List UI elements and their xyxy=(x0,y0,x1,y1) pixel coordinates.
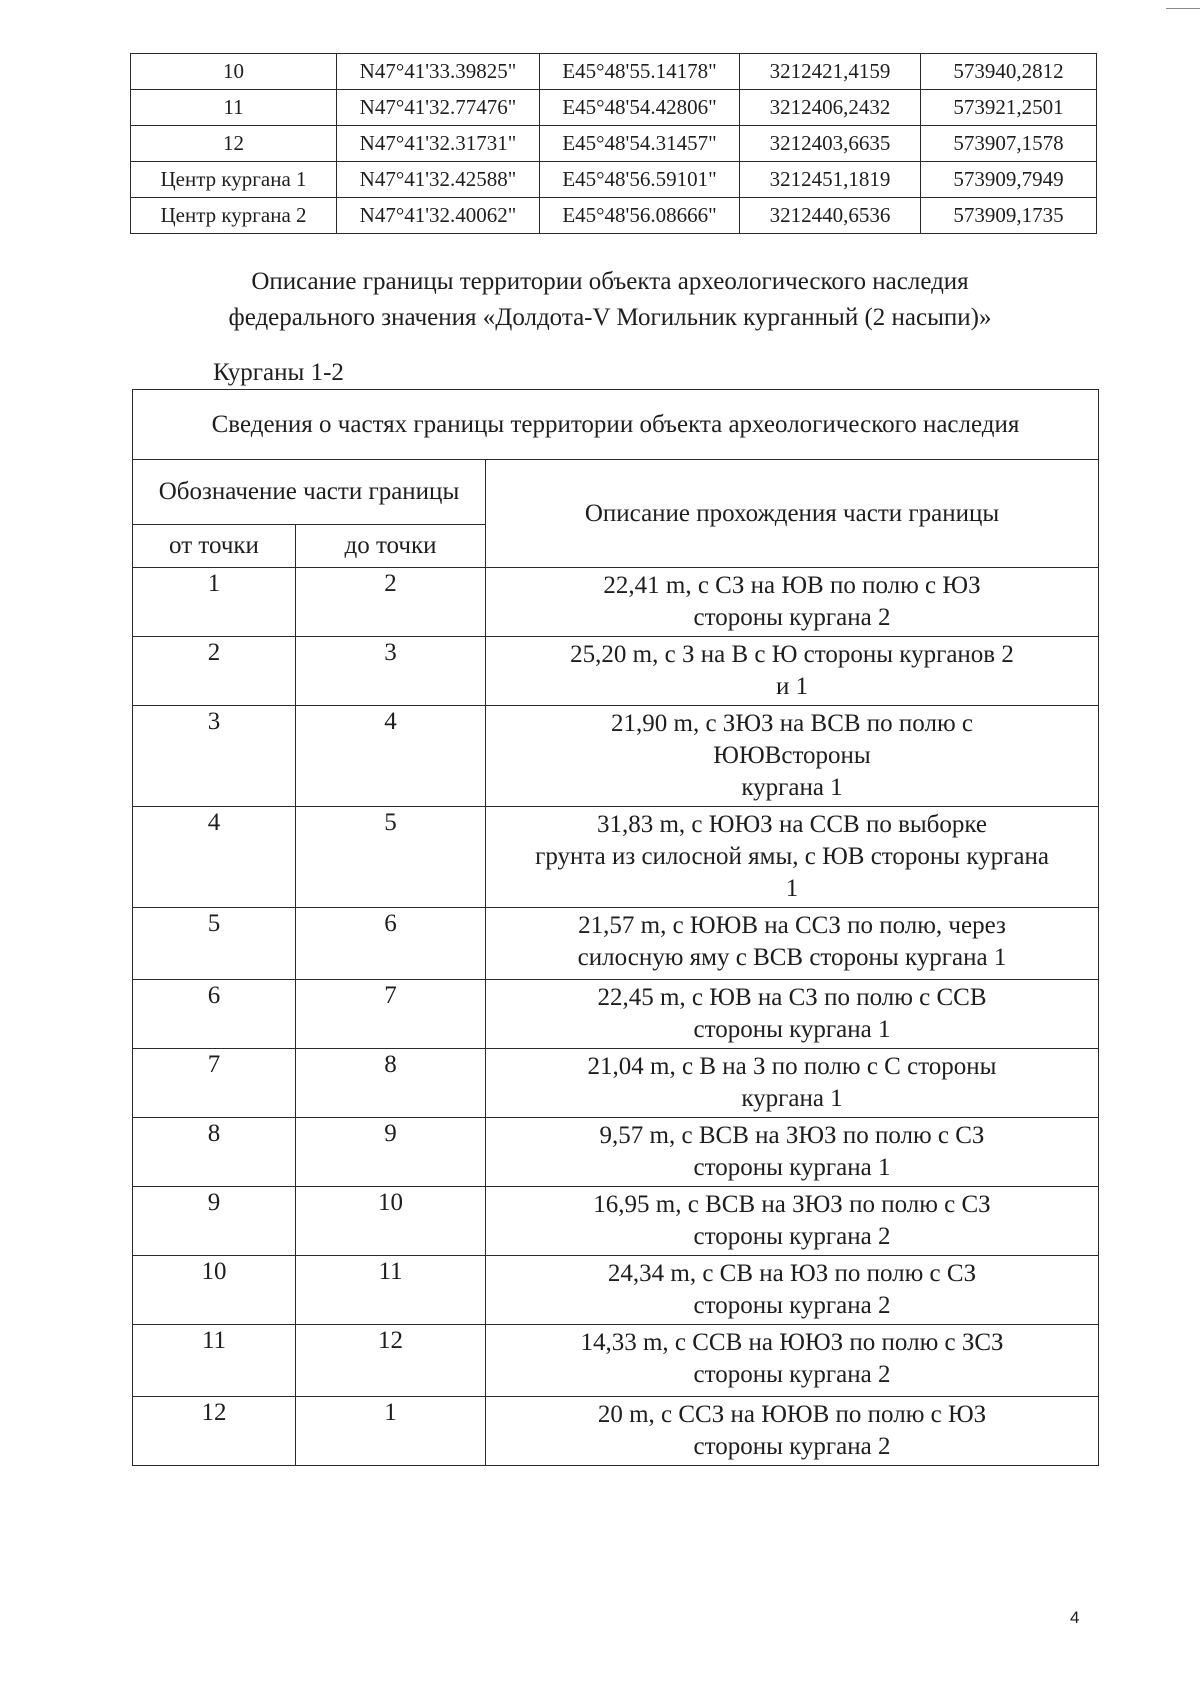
boundary-description-cell xyxy=(486,908,1099,980)
boundary-table-header-to: до точки xyxy=(296,525,486,568)
boundary-to-point: 8 xyxy=(296,1049,486,1118)
boundary-table-row xyxy=(133,1325,1099,1397)
boundary-from-point: 12 xyxy=(133,1397,296,1466)
boundary-description-line: 21,57 m, с ЮЮВ на ССЗ по полю, через xyxy=(578,912,1006,939)
boundary-description-line: стороны кургана 2 xyxy=(693,1361,891,1388)
coord-x-cell: 3212421,4159 xyxy=(740,54,921,90)
boundary-to-point: 4 xyxy=(296,706,486,807)
coord-x-cell: 3212403,6635 xyxy=(740,126,921,162)
boundary-from-point: 8 xyxy=(133,1118,296,1187)
coord-y-cell: 573907,1578 xyxy=(921,126,1097,162)
boundary-description-line: стороны кургана 1 xyxy=(693,1016,891,1043)
coord-longitude-cell: E45°48'54.31457" xyxy=(540,126,740,162)
coord-longitude-cell: E45°48'56.08666" xyxy=(540,198,740,234)
boundary-description-line: 22,45 m, с ЮВ на СЗ по полю с ССВ xyxy=(597,984,987,1011)
boundary-table-row xyxy=(133,1397,1099,1466)
boundary-description-line: 14,33 m, с ССВ на ЮЮЗ по полю с ЗСЗ xyxy=(580,1329,1004,1356)
coord-latitude-cell: N47°41'32.31731" xyxy=(337,126,540,162)
boundary-to-point: 10 xyxy=(296,1187,486,1256)
boundary-from-point: 11 xyxy=(133,1325,296,1397)
boundary-table-header-description: Описание прохождения части границы xyxy=(486,460,1099,568)
boundary-parts-table xyxy=(132,389,1099,1466)
boundary-from-point: 5 xyxy=(133,908,296,980)
boundary-table-row xyxy=(133,1187,1099,1256)
boundary-from-point: 4 xyxy=(133,807,296,908)
boundary-table-row xyxy=(133,980,1099,1049)
boundary-from-point: 6 xyxy=(133,980,296,1049)
coord-point-cell: 11 xyxy=(131,90,337,126)
boundary-description-cell xyxy=(486,807,1099,908)
boundary-from-point: 7 xyxy=(133,1049,296,1118)
coord-longitude-cell: E45°48'55.14178" xyxy=(540,54,740,90)
coord-latitude-cell: N47°41'32.40062" xyxy=(337,198,540,234)
boundary-description-line: силосную яму с ВСВ стороны кургана 1 xyxy=(577,944,1007,971)
boundary-table-row xyxy=(133,908,1099,980)
boundary-description-line: стороны кургана 1 xyxy=(693,1154,891,1181)
boundary-description-line: 16,95 m, с ВСВ на ЗЮЗ по полю с СЗ xyxy=(593,1191,991,1218)
coord-table-row xyxy=(131,54,1097,90)
boundary-description-line: 9,57 m, с ВСВ на ЗЮЗ по полю с СЗ xyxy=(599,1122,985,1149)
boundary-description-line: и 1 xyxy=(775,673,809,700)
boundary-to-point: 9 xyxy=(296,1118,486,1187)
boundary-table-row xyxy=(133,1049,1099,1118)
boundary-table-body xyxy=(133,568,1099,1466)
boundary-description-cell xyxy=(486,1397,1099,1466)
coord-table-row xyxy=(131,90,1097,126)
boundary-description-cell xyxy=(486,637,1099,706)
boundary-description-line: стороны кургана 2 xyxy=(693,1223,891,1250)
boundary-table-header-from: от точки xyxy=(133,525,296,568)
coord-table-row xyxy=(131,198,1097,234)
coordinates-table xyxy=(130,53,1097,234)
boundary-description-line: 21,90 m, с ЗЮЗ на ВСВ по полю с xyxy=(611,710,973,737)
boundary-to-point: 2 xyxy=(296,568,486,637)
boundary-description-line: 31,83 m, с ЮЮЗ на ССВ по выборке xyxy=(596,811,988,838)
boundary-description-line: кургана 1 xyxy=(741,774,843,801)
coord-longitude-cell: E45°48'54.42806" xyxy=(540,90,740,126)
boundary-description-cell xyxy=(486,1187,1099,1256)
boundary-description-line: 24,34 m, с СВ на ЮЗ по полю с СЗ xyxy=(607,1260,977,1287)
coord-x-cell: 3212440,6536 xyxy=(740,198,921,234)
boundary-to-point: 6 xyxy=(296,908,486,980)
coord-longitude-cell: E45°48'56.59101" xyxy=(540,162,740,198)
boundary-description-line: стороны кургана 2 xyxy=(693,1433,891,1460)
boundary-table-row xyxy=(133,568,1099,637)
boundary-description-line: 22,41 m, с СЗ на ЮВ по полю с ЮЗ xyxy=(603,572,981,599)
page-number: 4 xyxy=(1070,1608,1080,1627)
boundary-description-cell xyxy=(486,706,1099,807)
boundary-table-row xyxy=(133,1118,1099,1187)
boundary-description-line: 21,04 m, с В на З по полю с С стороны xyxy=(587,1053,997,1080)
boundary-description-line: кургана 1 xyxy=(741,1085,843,1112)
boundary-to-point: 12 xyxy=(296,1325,486,1397)
boundary-table-row xyxy=(133,706,1099,807)
coord-y-cell: 573909,7949 xyxy=(921,162,1097,198)
boundary-table-row xyxy=(133,637,1099,706)
coord-y-cell: 573909,1735 xyxy=(921,198,1097,234)
coord-table-row xyxy=(131,126,1097,162)
boundary-description-title xyxy=(150,264,1070,336)
boundary-description-line: стороны кургана 2 xyxy=(693,1292,891,1319)
coord-point-cell: Центр кургана 2 xyxy=(131,198,337,234)
coord-latitude-cell: N47°41'32.42588" xyxy=(337,162,540,198)
coord-latitude-cell: N47°41'33.39825" xyxy=(337,54,540,90)
boundary-table-row xyxy=(133,807,1099,908)
coord-point-cell: 12 xyxy=(131,126,337,162)
coordinates-table-body xyxy=(131,54,1097,234)
boundary-from-point: 9 xyxy=(133,1187,296,1256)
boundary-table-header-part: Обозначение части границы xyxy=(133,460,486,525)
boundary-description-cell xyxy=(486,1256,1099,1325)
boundary-from-point: 10 xyxy=(133,1256,296,1325)
boundary-from-point: 2 xyxy=(133,637,296,706)
boundary-to-point: 5 xyxy=(296,807,486,908)
boundary-description-line: 20 m, с ССЗ на ЮЮВ по полю с ЮЗ xyxy=(597,1401,987,1428)
coord-y-cell: 573940,2812 xyxy=(921,54,1097,90)
boundary-to-point: 11 xyxy=(296,1256,486,1325)
boundary-from-point: 3 xyxy=(133,706,296,807)
boundary-to-point: 7 xyxy=(296,980,486,1049)
scan-artifact xyxy=(1166,8,1200,9)
coord-latitude-cell: N47°41'32.77476" xyxy=(337,90,540,126)
boundary-to-point: 3 xyxy=(296,637,486,706)
coord-table-row xyxy=(131,162,1097,198)
boundary-description-cell xyxy=(486,980,1099,1049)
boundary-description-cell xyxy=(486,1325,1099,1397)
boundary-to-point: 1 xyxy=(296,1397,486,1466)
coord-point-cell: Центр кургана 1 xyxy=(131,162,337,198)
coord-x-cell: 3212406,2432 xyxy=(740,90,921,126)
coord-y-cell: 573921,2501 xyxy=(921,90,1097,126)
title-line-1: Описание границы территории объекта археологического наследия xyxy=(251,268,969,295)
boundary-from-point: 1 xyxy=(133,568,296,637)
coord-x-cell: 3212451,1819 xyxy=(740,162,921,198)
boundary-description-line: стороны кургана 2 xyxy=(693,604,891,631)
boundary-table-header-main: Сведения о частях границы территории объекта археологического наследия xyxy=(133,390,1099,460)
title-line-2: федерального значения «Долдота-V Могильник курганный (2 насыпи)» xyxy=(228,304,992,331)
coord-point-cell: 10 xyxy=(131,54,337,90)
boundary-description-cell xyxy=(486,1049,1099,1118)
boundary-description-cell xyxy=(486,1118,1099,1187)
boundary-description-line: 1 xyxy=(785,875,799,902)
boundary-description-cell xyxy=(486,568,1099,637)
boundary-table-row xyxy=(133,1256,1099,1325)
boundary-description-line: 25,20 m, с З на В с Ю стороны курганов 2 xyxy=(570,641,1014,668)
boundary-description-line: грунта из силосной ямы, с ЮВ стороны кургана xyxy=(535,843,1049,870)
boundary-description-line: ЮЮВстороны xyxy=(713,742,871,769)
kurgans-subtitle: Курганы 1-2 xyxy=(213,359,344,386)
